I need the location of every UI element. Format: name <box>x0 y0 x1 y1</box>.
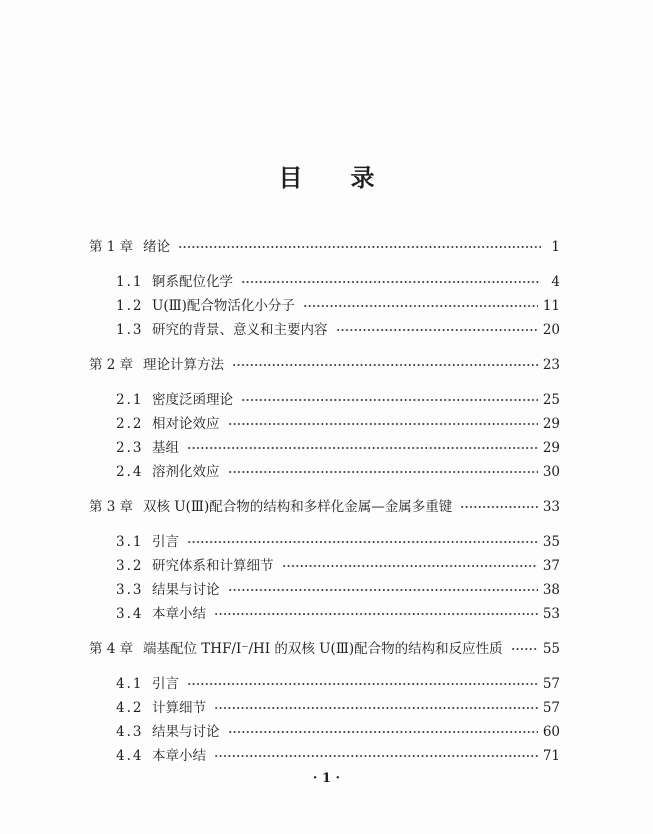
page-number: 35 <box>542 534 560 550</box>
section-number: 4.2 <box>116 700 144 716</box>
toc-section-3-3 <box>89 578 560 602</box>
toc-section-4-2 <box>89 696 560 720</box>
section-number: 4.3 <box>116 724 144 740</box>
dot-leader <box>228 470 538 474</box>
section-title: 本章小结 <box>152 748 206 764</box>
dot-leader <box>460 505 538 509</box>
chapter-title: 端基配位 THF/I⁻/HI 的双核 U(Ⅲ)配合物的结构和反应性质 <box>143 641 503 657</box>
section-number: 4.1 <box>116 676 144 692</box>
dot-leader <box>228 730 538 734</box>
toc-section-4-1 <box>89 672 560 696</box>
page-number: 53 <box>542 606 560 622</box>
page-number: 11 <box>542 298 560 314</box>
dot-leader <box>241 398 538 402</box>
page-number: 25 <box>542 392 560 408</box>
page-number: 23 <box>542 357 560 373</box>
section-number: 2.4 <box>116 464 144 480</box>
chapter-number: 第 2 章 <box>89 357 134 373</box>
page-number: 20 <box>542 322 560 338</box>
section-title: 基组 <box>152 440 179 456</box>
section-title: 本章小结 <box>152 606 206 622</box>
toc-section-1-2 <box>89 294 560 318</box>
dot-leader <box>187 540 538 544</box>
chapter-number: 第 3 章 <box>89 499 134 515</box>
page-number: 60 <box>542 724 560 740</box>
chapter-number: 第 1 章 <box>89 239 134 255</box>
page-footer-number: · 1 · <box>312 771 341 786</box>
chapter-number: 第 4 章 <box>89 641 134 657</box>
page-number: 37 <box>542 558 560 574</box>
toc-chapter-2 <box>89 353 560 377</box>
dot-leader <box>187 682 538 686</box>
page-title: 目录 <box>278 163 423 192</box>
chapter-title: 绪论 <box>143 239 170 255</box>
section-title: 密度泛函理论 <box>152 392 233 408</box>
page-number: 57 <box>542 700 560 716</box>
section-number: 3.3 <box>116 582 144 598</box>
section-number: 2.1 <box>116 392 144 408</box>
dot-leader <box>178 245 541 249</box>
section-title: 溶剂化效应 <box>152 464 220 480</box>
section-number: 3.1 <box>116 534 144 550</box>
section-title: 计算细节 <box>152 700 206 716</box>
toc-section-1-3 <box>89 318 560 342</box>
page-number: 29 <box>542 440 560 456</box>
dot-leader <box>187 446 538 450</box>
dot-leader <box>282 564 538 568</box>
dot-leader <box>214 612 538 616</box>
dot-leader <box>241 280 541 284</box>
dot-leader <box>214 754 538 758</box>
table-of-contents <box>89 235 560 768</box>
dot-leader <box>228 422 538 426</box>
toc-section-2-4 <box>89 460 560 484</box>
dot-leader <box>511 647 538 651</box>
dot-leader <box>214 706 538 710</box>
page-number: 4 <box>551 274 560 290</box>
section-title: 相对论效应 <box>152 416 220 432</box>
toc-chapter-3 <box>89 495 560 519</box>
section-number: 2.2 <box>116 416 144 432</box>
page-number: 30 <box>542 464 560 480</box>
toc-section-3-1 <box>89 530 560 554</box>
toc-section-4-3 <box>89 720 560 744</box>
section-title: 锕系配位化学 <box>152 274 233 290</box>
toc-chapter-4 <box>89 637 560 661</box>
section-number: 1.1 <box>116 274 144 290</box>
section-title: 引言 <box>152 534 179 550</box>
page-number: 1 <box>551 239 560 255</box>
dot-leader <box>232 363 538 367</box>
page-number: 71 <box>542 748 560 764</box>
section-number: 1.2 <box>116 298 144 314</box>
toc-section-2-3 <box>89 436 560 460</box>
section-number: 2.3 <box>116 440 144 456</box>
toc-chapter-1 <box>89 235 560 259</box>
chapter-title: 理论计算方法 <box>143 357 224 373</box>
dot-leader <box>336 328 538 332</box>
toc-section-3-4 <box>89 602 560 626</box>
section-number: 3.4 <box>116 606 144 622</box>
section-title: 研究体系和计算细节 <box>152 558 274 574</box>
chapter-title: 双核 U(Ⅲ)配合物的结构和多样化金属—金属多重键 <box>143 499 453 515</box>
dot-leader <box>228 588 538 592</box>
toc-section-2-2 <box>89 412 560 436</box>
page-number: 29 <box>542 416 560 432</box>
section-title: 引言 <box>152 676 179 692</box>
section-number: 4.4 <box>116 748 144 764</box>
toc-section-1-1 <box>89 270 560 294</box>
section-title: 结果与讨论 <box>152 724 220 740</box>
section-number: 3.2 <box>116 558 144 574</box>
section-title: U(Ⅲ)配合物活化小分子 <box>152 298 295 314</box>
section-title: 结果与讨论 <box>152 582 220 598</box>
toc-section-3-2 <box>89 554 560 578</box>
page-number: 55 <box>542 641 560 657</box>
section-number: 1.3 <box>116 322 144 338</box>
page-number: 57 <box>542 676 560 692</box>
section-title: 研究的背景、意义和主要内容 <box>152 322 328 338</box>
dot-leader <box>303 304 538 308</box>
page-number: 33 <box>542 499 560 515</box>
page-number: 38 <box>542 582 560 598</box>
toc-section-2-1 <box>89 388 560 412</box>
toc-section-4-4 <box>89 744 560 768</box>
